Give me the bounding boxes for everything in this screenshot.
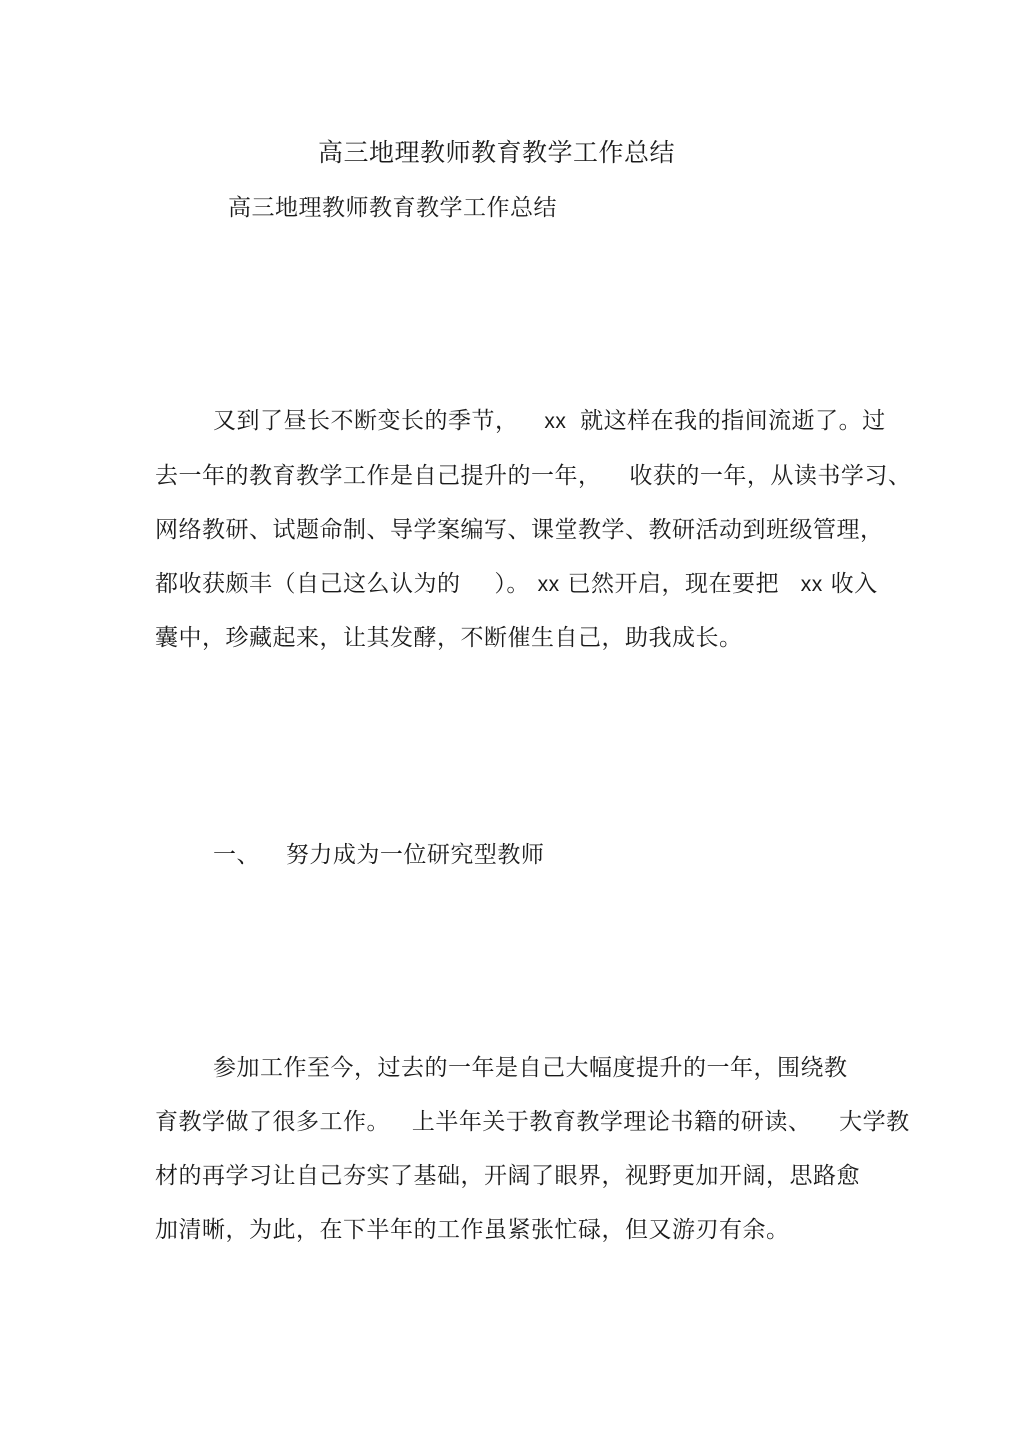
paragraph-line [155,461,911,491]
paragraph-line: 加清晰，为此，在下半年的工作虽紧张忙碌，但又游刃有余。 [155,1217,790,1243]
text-run: 育教学做了很多工作。 [155,1109,390,1135]
text-run: ）。 [494,571,530,597]
text-run: 都收获颇丰（自己这么认为的 [155,571,461,597]
paragraph-line [155,569,878,600]
text-run: xx [537,573,560,596]
text-run: 上半年关于教育教学理论书籍的研读、 [411,1109,812,1135]
document-title: 高三地理教师教育教学工作总结 [318,138,676,167]
paragraph-line: 网络教研、试题命制、导学案编写、课堂教学、教研活动到班级管理， [155,517,884,543]
paragraph-line: 参加工作至今，过去的一年是自己大幅度提升的一年，围绕教 [213,1055,848,1081]
text-run: 大学教 [839,1109,910,1135]
text-run: 就这样在我的指间流逝了。过 [580,408,886,434]
text-run: 已然开启，现在要把 [567,571,779,597]
text-run: 又到了昼长不断变长的季节， [213,408,519,434]
text-run: 收入 [830,571,878,597]
paragraph-line: 囊中，珍藏起来，让其发酵，不断催生自己，助我成长。 [155,625,743,651]
section-heading [213,840,544,870]
paragraph-line: 材的再学习让自己夯实了基础，开阔了眼界，视野更加开阔，思路愈 [155,1163,860,1189]
text-run: 收获的一年，从读书学习、 [629,463,912,489]
document-subtitle: 高三地理教师教育教学工作总结 [228,195,557,221]
paragraph-line [155,1107,910,1137]
paragraph-line [213,406,886,437]
text-run: xx [544,410,567,433]
section-title: 努力成为一位研究型教师 [285,842,545,868]
text-run: 去一年的教育教学工作是自己提升的一年， [155,463,602,489]
text-run: xx [800,573,823,596]
section-number: 一、 [213,842,260,868]
